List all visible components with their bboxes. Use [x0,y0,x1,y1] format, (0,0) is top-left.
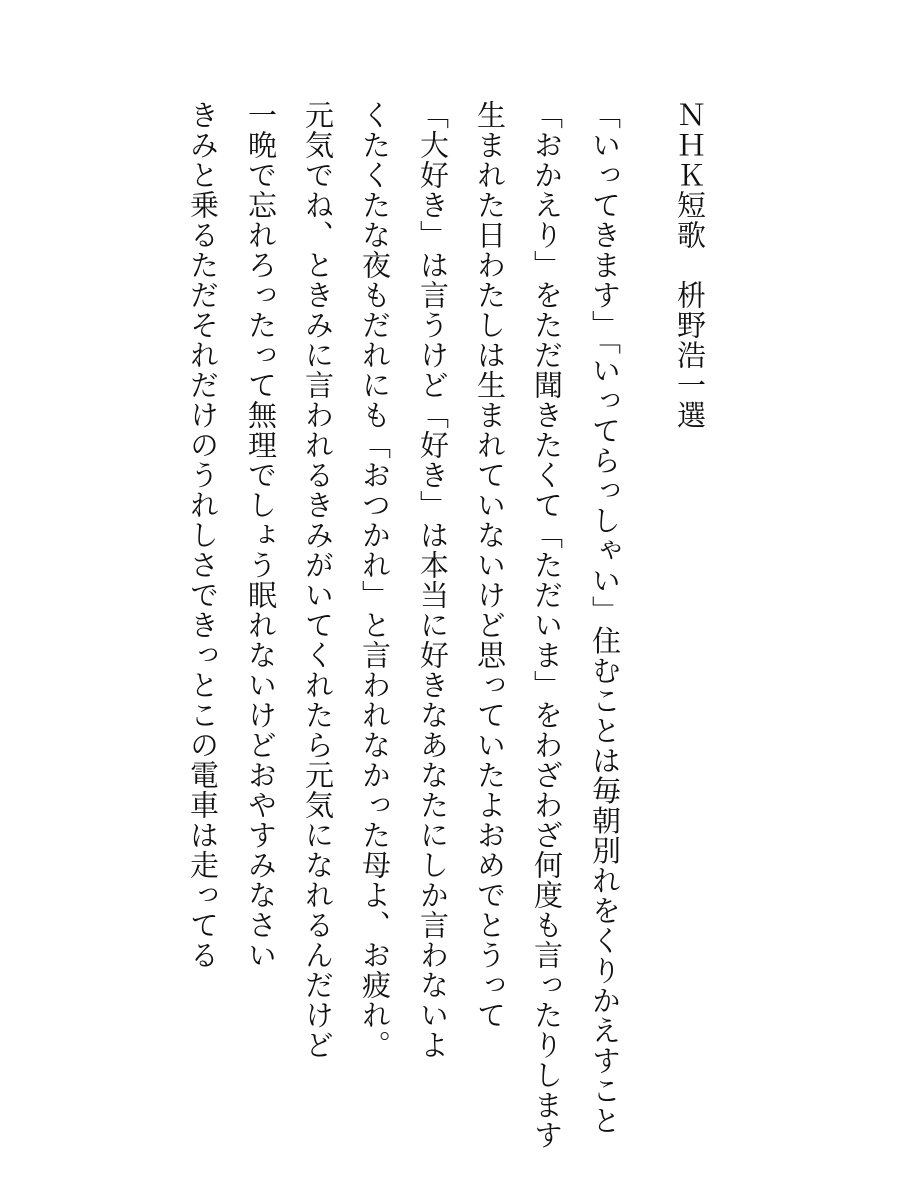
poem-line-8: きみと乗るただそれだけのうれしさできっとこの電車は走ってる [186,100,220,970]
poem-line-4: 「大好き」は言うけど「好き」は本当に好きなあなたにしか言わないよ [416,100,450,1060]
document-title: ＮＨＫ短歌 枡野浩一選 [673,100,707,430]
poem-line-7: 一晩で忘れろったって無理でしょう眠れないけどおやすみなさい [244,100,278,970]
poem-line-1: 「いってきます」「いってらっしゃい」住むことは毎朝別れをくりかえすこと [588,100,622,1136]
poem-line-3: 生まれた日わたしは生まれていないけど思っていたよおめでとうって [473,100,507,1030]
poem-line-6: 元気でね、ときみに言われるきみがいてくれたら元気になれるんだけど [301,100,335,1060]
poem-line-5: くたくたな夜もだれにも「おつかれ」と言われなかった母よ、お疲れ。 [358,100,392,1060]
poem-line-2: 「おかえり」をただ聞きたくて「ただいま」をわざわざ何度も言ったりします [530,100,564,1150]
